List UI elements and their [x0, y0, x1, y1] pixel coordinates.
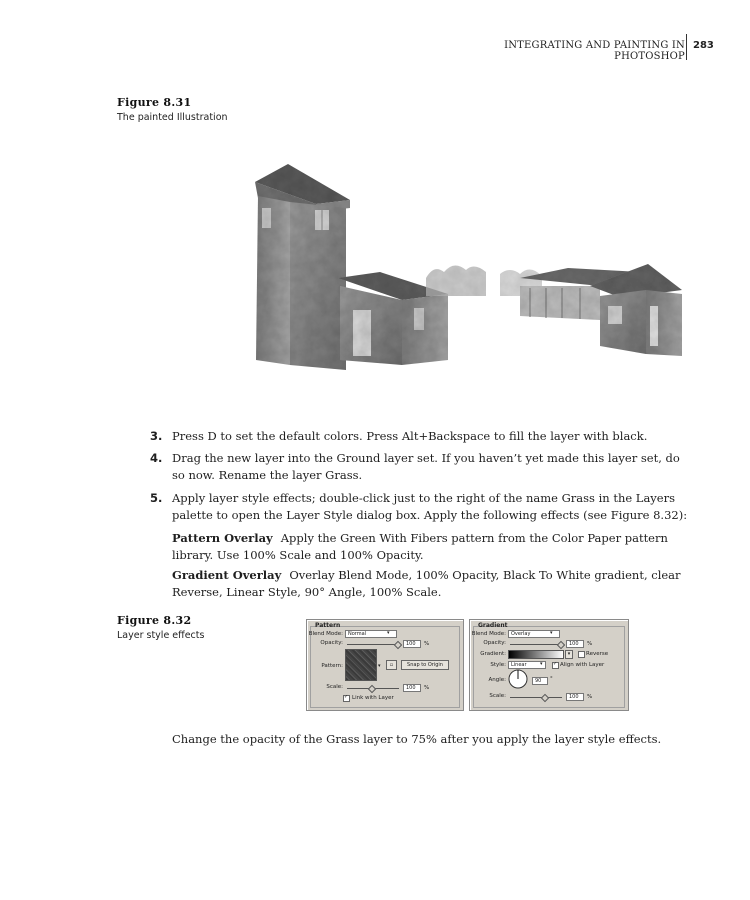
snap-to-origin-label: Snap to Origin [407, 662, 443, 668]
chevron-down-icon: ▾ [550, 630, 553, 636]
chevron-down-icon: ▾ [387, 630, 390, 636]
pattern-label: Pattern: [321, 663, 343, 669]
running-head-title: INTEGRATING AND PAINTING IN PHOTOSHOP [504, 40, 685, 62]
gradient-label: Gradient: [480, 651, 506, 657]
link-with-layer-label: Link with Layer [352, 695, 394, 701]
link-with-layer-checkbox[interactable]: ✓ [344, 694, 349, 700]
degree-sign: ° [550, 676, 553, 682]
scale-slider[interactable] [510, 697, 562, 698]
header-divider [686, 34, 687, 60]
scale-label: Scale: [489, 693, 506, 699]
angle-dial[interactable] [508, 669, 528, 689]
align-with-layer-checkbox[interactable]: ✓ [553, 661, 558, 667]
blend-mode-value: Normal [348, 631, 367, 637]
opacity-label: Opacity: [483, 640, 506, 646]
pattern-swatch[interactable] [345, 649, 377, 681]
step-4 [150, 450, 690, 484]
step-number: 3. [150, 429, 163, 443]
step-3 [150, 428, 690, 445]
opacity-slider[interactable] [510, 644, 562, 645]
step-number: 5. [150, 491, 163, 505]
pattern-overlay-paragraph [172, 530, 692, 564]
effect-text: Overlay Blend Mode, 100% Opacity, Black To White gradient, clear Reverse, Linear Style, 90° Angle, 100% Scale. [172, 568, 681, 599]
opacity-input[interactable] [403, 640, 421, 648]
figure-caption: Layer style effects [117, 630, 205, 641]
figure-caption: The painted Illustration [117, 112, 228, 123]
blend-mode-label: Blend Mode: [471, 631, 506, 637]
scale-value: 100 [406, 685, 416, 691]
chevron-down-icon[interactable]: ▾ [565, 650, 573, 659]
scale-label: Scale: [326, 684, 343, 690]
opacity-slider[interactable] [347, 644, 399, 645]
scale-input[interactable] [566, 693, 584, 701]
step-text: Apply layer style effects; double-click just to the right of the name Grass in the Layers palette to open the Layer Style dialog box. Apply the following effects (see Figure 8.32): [172, 491, 688, 522]
blend-mode-label: Blend Mode: [308, 631, 343, 637]
style-label: Style: [490, 662, 506, 668]
opacity-value: 100 [569, 641, 579, 647]
figure-label: Figure 8.31 [117, 96, 192, 109]
gradient-overlay-panel [469, 619, 629, 711]
opacity-input[interactable] [566, 640, 584, 648]
gradient-swatch[interactable] [508, 650, 564, 659]
step-5 [150, 490, 690, 524]
percent-sign: % [424, 685, 430, 691]
scale-input[interactable] [403, 684, 421, 692]
percent-sign: % [587, 641, 593, 647]
snap-to-origin-button[interactable] [401, 660, 449, 670]
blend-mode-value: Overlay [511, 631, 531, 637]
percent-sign: % [587, 694, 593, 700]
painted-illustration [250, 160, 685, 372]
figure-8-32-caption-block [117, 614, 204, 641]
percent-sign: % [424, 641, 430, 647]
reverse-checkbox[interactable] [578, 651, 585, 658]
step-text: Drag the new layer into the Ground layer set. If you haven’t yet made this layer set, do so now. Rename the layer Grass. [172, 451, 680, 482]
chevron-down-icon: ▾ [540, 661, 543, 667]
pattern-overlay-panel [306, 619, 464, 711]
reverse-label: Reverse [586, 651, 609, 657]
opacity-label: Opacity: [320, 640, 343, 646]
chevron-down-icon[interactable]: ▾ [378, 663, 381, 669]
effect-text: Apply the Green With Fibers pattern from the Color Paper pattern library. Use 100% Scale and 100% Opacity. [172, 531, 668, 562]
angle-input[interactable] [532, 677, 548, 685]
page-number: 283 [693, 40, 714, 51]
opacity-value: 100 [406, 641, 416, 647]
angle-value: 90 [535, 678, 542, 684]
gradient-overlay-paragraph [172, 567, 692, 601]
new-preset-button[interactable]: ▫ [386, 660, 397, 670]
scale-value: 100 [569, 694, 579, 700]
align-with-layer-label: Align with Layer [560, 662, 605, 668]
panel-title: Pattern [315, 622, 341, 629]
tower [255, 164, 350, 370]
angle-label: Angle: [488, 677, 506, 683]
step-number: 4. [150, 451, 163, 465]
step-text: Press D to set the default colors. Press Alt+Backspace to fill the layer with black. [172, 429, 648, 443]
effect-term: Pattern Overlay [172, 531, 273, 545]
style-value: Linear [511, 662, 527, 668]
panel-title: Gradient [478, 622, 508, 629]
effect-term: Gradient Overlay [172, 568, 282, 582]
figure-label: Figure 8.32 [117, 614, 192, 627]
figure-8-31-caption-block [117, 96, 228, 123]
closing-paragraph: Change the opacity of the Grass layer to 75% after you apply the layer style effects. [172, 732, 662, 746]
